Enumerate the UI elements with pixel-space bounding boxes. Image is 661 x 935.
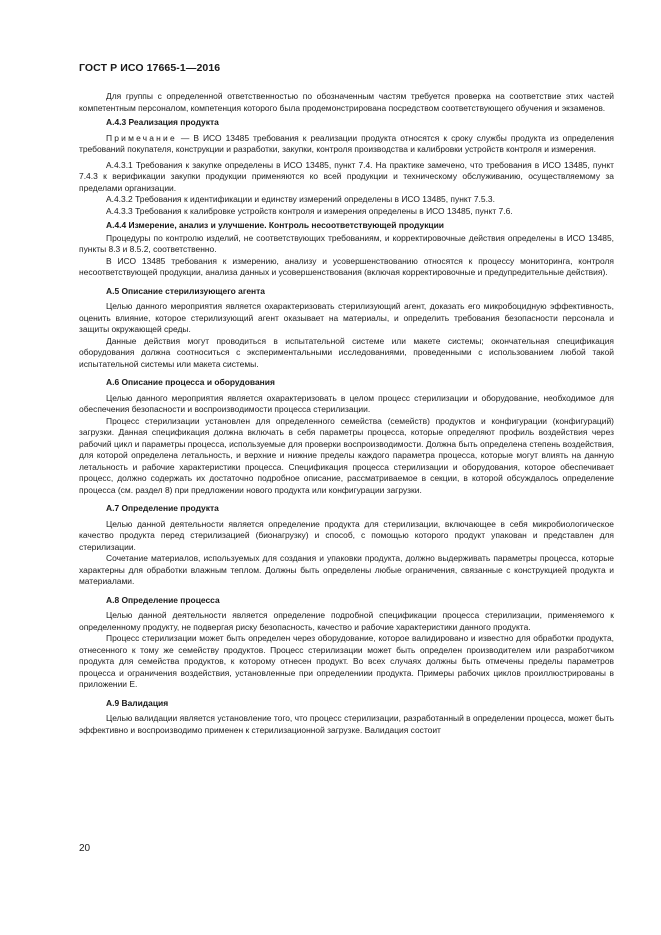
body-paragraph: В ИСО 13485 требования к измерению, анализу и усовершенствованию относятся к процессу мониторинга, контроля несоответствующей продукции, анализа данных и усовершенствования (включая корректировочные и предупредительные действия). [79,255,614,277]
body-paragraph: Сочетание материалов, используемых для создания и упаковки продукта, должно выдерживать параметры процесса, которые характерны для обработки влажным теплом. Должны быть определены любые ограничения, связанные с конструкцией продукта и материалами. [79,553,614,586]
subsection-heading: А.4.4 Измерение, анализ и улучшение. Контроль несоответствующей продукции [106,220,444,230]
section-heading: А.6 Описание процесса и оборудования [106,377,275,387]
subsection-heading: А.4.3 Реализация продукта [106,117,219,127]
body-paragraph: Для группы с определенной ответственностью по обозначенным частям требуется проверка на соответствие этих частей компетентным персоналом, компетенция которого была продемонстрирована посредством соответствующего обучения и экзаменов. [79,91,614,113]
body-paragraph: А.4.3.3 Требования к калибровке устройств контроля и измерения определены в ИСО 13485, пункт 7.6. [106,205,513,216]
section-heading: А.9 Валидация [106,697,169,708]
body-paragraph: Данные действия могут проводиться в испытательной системе или макете системы; окончательная спецификация оборудования должна соотноситься с экспериментальными исследованиями, проведенными с использованием любой такой испытательной системы или макета системы. [79,335,614,369]
section-heading: А.5 Описание стерилизующего агента [106,285,265,296]
document-body [79,91,614,736]
body-paragraph: Целью данной деятельности является определение продукта для стерилизации, включающее в себя микробиологическое качество продукта перед стерилизацией (бионагрузку) и способ, с помощью которого продукт упакован и представлен для стерилизации. [79,518,614,552]
section-heading: А.7 Определение продукта [106,503,219,513]
body-paragraph: Процесс стерилизации может быть определен через оборудование, которое валидировано и известно для обработки продукта, отнесенного к тому же семейству продуктов. Процесс стерилизации может быть определен производителем или разработчиком продукта для семейства продуктов, к которому отнесен продукт. Во всех случаях должны быть отмечены пределы параметров процесса и ограничения воздействия, установленные при определениии продукта. Примеры рабочих циклов проиллюстрированы в приложении Е. [79,633,614,689]
body-paragraph: Процедуры по контролю изделий, не соответствующих требованиям, и корректировочные действия определены в ИСО 13485, пункты 8.3 и 8.5.2, соответственно. [79,232,614,254]
section-heading: А.8 Определение процесса [106,594,220,605]
note-paragraph [79,133,614,156]
note-text: — В ИСО 13485 требования к реализации продукта относятся к сроку службы продукта из определения требований покупателя, конструкции и разработки, закупки, контроля производства и калибровки устройств контроля и измерения. [79,132,614,154]
body-paragraph: А.4.3.1 Требования к закупке определены в ИСО 13485, пункт 7.4. На практике замечено, что требования в ИСО 13485, пункт 7.4.3 к верификации закупки продукции применяются ко всей продукции и техническому обслуживанию, осуществляемому за пределами организации. [79,159,614,193]
page-number: 20 [79,843,91,854]
body-paragraph: Целью данного мероприятия является охарактеризовать в целом процесс стерилизации и оборудование, необходимое для обеспечения безопасности и воспроизводимости процесса стерилизации. [79,392,614,414]
body-paragraph: А.4.3.2 Требования к идентификации и единству измерений определены в ИСО 13485, пункт 7.5.3. [106,194,495,204]
document-header: ГОСТ Р ИСО 17665-1—2016 [79,62,221,74]
body-paragraph: Целью данного мероприятия является охарактеризовать стерилизующий агент, доказать его микробоцидную эффективность, оценить влияние, которое стерилизующий агент оказывает на материалы, и определить требования безопасности персонала и защиты окружающей среды. [79,301,614,334]
note-label: Примечание [106,132,177,143]
body-paragraph: Процесс стерилизации установлен для определенного семейства (семейств) продуктов и конфигурации (конфигураций) загрузки. Данная спецификация должна включать в себя параметры процесса, которые определяют профиль воздействия через рабочий цикл и параметры процесса, используемые для проверки воспроизводимости. Должна быть определена степень воздействия, для которой определена летальность, и верхние и нижние пределы каждого параметра процесса, которые могут влиять на данную летальность и рабочие характеристики процесса. Спецификация процесса стерилизации и оборудования, которое обеспечивает процесс, должно содержать их достаточно подробное описание, рассматриваемое в секции, в которой обсуждалось определение процесса (см. раздел 8) при предложении нового продукта или конфигурации загрузки. [79,415,614,495]
body-paragraph: Целью данной деятельности является определение подробной спецификации процесса стерилизации, применяемого к определенному продукту, не подвергая риску безопасность, качество и рабочие характеристики данного продукта. [79,610,614,632]
body-paragraph: Целью валидации является установление того, что процесс стерилизации, разработанный в определении процесса, может быть эффективно и воспроизводимо применен к стерилизационной загрузке. Валидация состоит [79,713,614,735]
